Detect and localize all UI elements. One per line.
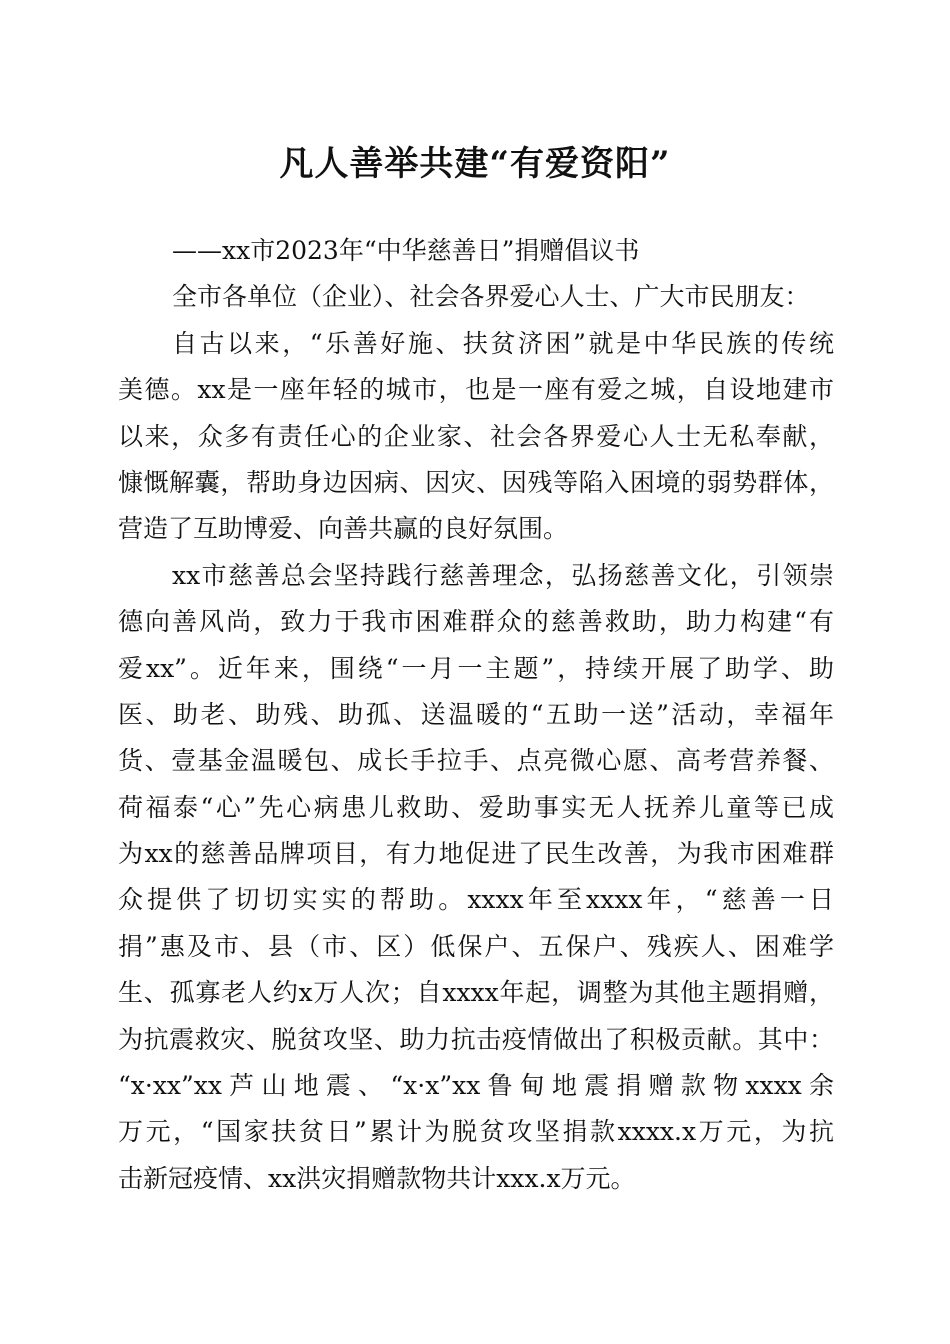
paragraph-line: 营造了互助博爱、向善共赢的良好氛围。 bbox=[118, 514, 569, 544]
paragraph bbox=[118, 321, 834, 553]
paragraph-line: 自古以来，“乐善好施、扶贫济困”就是中华民族的传统 bbox=[172, 328, 834, 358]
document-body bbox=[118, 228, 834, 1202]
paragraph-line: 击新冠疫情、xx洪灾捐赠款物共计xxx.x万元。 bbox=[118, 1163, 636, 1193]
paragraph-line: 为抗震救灾、脱贫攻坚、助力抗击疫情做出了积极贡献。其中： bbox=[118, 1024, 834, 1054]
paragraph-line: 德向善风尚，致力于我市困难群众的慈善救助，助力构建“有 bbox=[118, 607, 834, 637]
paragraph-line: 慷慨解囊，帮助身边因病、因灾、因残等陷入困境的弱势群体， bbox=[118, 467, 834, 497]
paragraphs bbox=[118, 321, 834, 1202]
subtitle: ——xx市2023年“中华慈善日”捐赠倡议书 bbox=[172, 236, 640, 265]
paragraph-line: 爱xx”。近年来，围绕“一月一主题”，持续开展了助学、助 bbox=[118, 653, 834, 683]
paragraph bbox=[118, 553, 834, 1202]
paragraph-line: xx市慈善总会坚持践行慈善理念，弘扬慈善文化，引领崇 bbox=[172, 560, 834, 590]
paragraph-line: 万元，“国家扶贫日”累计为脱贫攻坚捐款xxxx.x万元，为抗 bbox=[118, 1117, 834, 1147]
paragraph-line: 众提供了切切实实的帮助。xxxx年至xxxx年，“慈善一日 bbox=[118, 885, 834, 915]
salutation: 全市各单位（企业）、社会各界爱心人士、广大市民朋友： bbox=[172, 282, 810, 312]
paragraph-line: 荷福泰“心”先心病患儿救助、爱助事实无人抚养儿童等已成 bbox=[118, 792, 834, 822]
document-title: 凡人善举共建“有爱资阳” bbox=[279, 144, 671, 184]
paragraph-line: “x·xx”xx芦山地震、“x·x”xx鲁甸地震捐赠款物xxxx余 bbox=[118, 1071, 834, 1101]
paragraph-line: 货、壹基金温暖包、成长手拉手、点亮微心愿、高考营养餐、 bbox=[118, 746, 834, 776]
paragraph-line: 生、孤寡老人约x万人次；自xxxx年起，调整为其他主题捐赠， bbox=[118, 978, 834, 1008]
paragraph-line: 美德。xx是一座年轻的城市，也是一座有爱之城，自设地建市 bbox=[118, 375, 834, 405]
paragraph-line: 捐”惠及市、县（市、区）低保户、五保户、残疾人、困难学 bbox=[118, 931, 834, 961]
paragraph-line: 为xx的慈善品牌项目，有力地促进了民生改善，为我市困难群 bbox=[118, 839, 834, 869]
paragraph-line: 医、助老、助残、助孤、送温暖的“五助一送”活动，幸福年 bbox=[118, 699, 834, 729]
paragraph-line: 以来，众多有责任心的企业家、社会各界爱心人士无私奉献， bbox=[118, 421, 834, 451]
